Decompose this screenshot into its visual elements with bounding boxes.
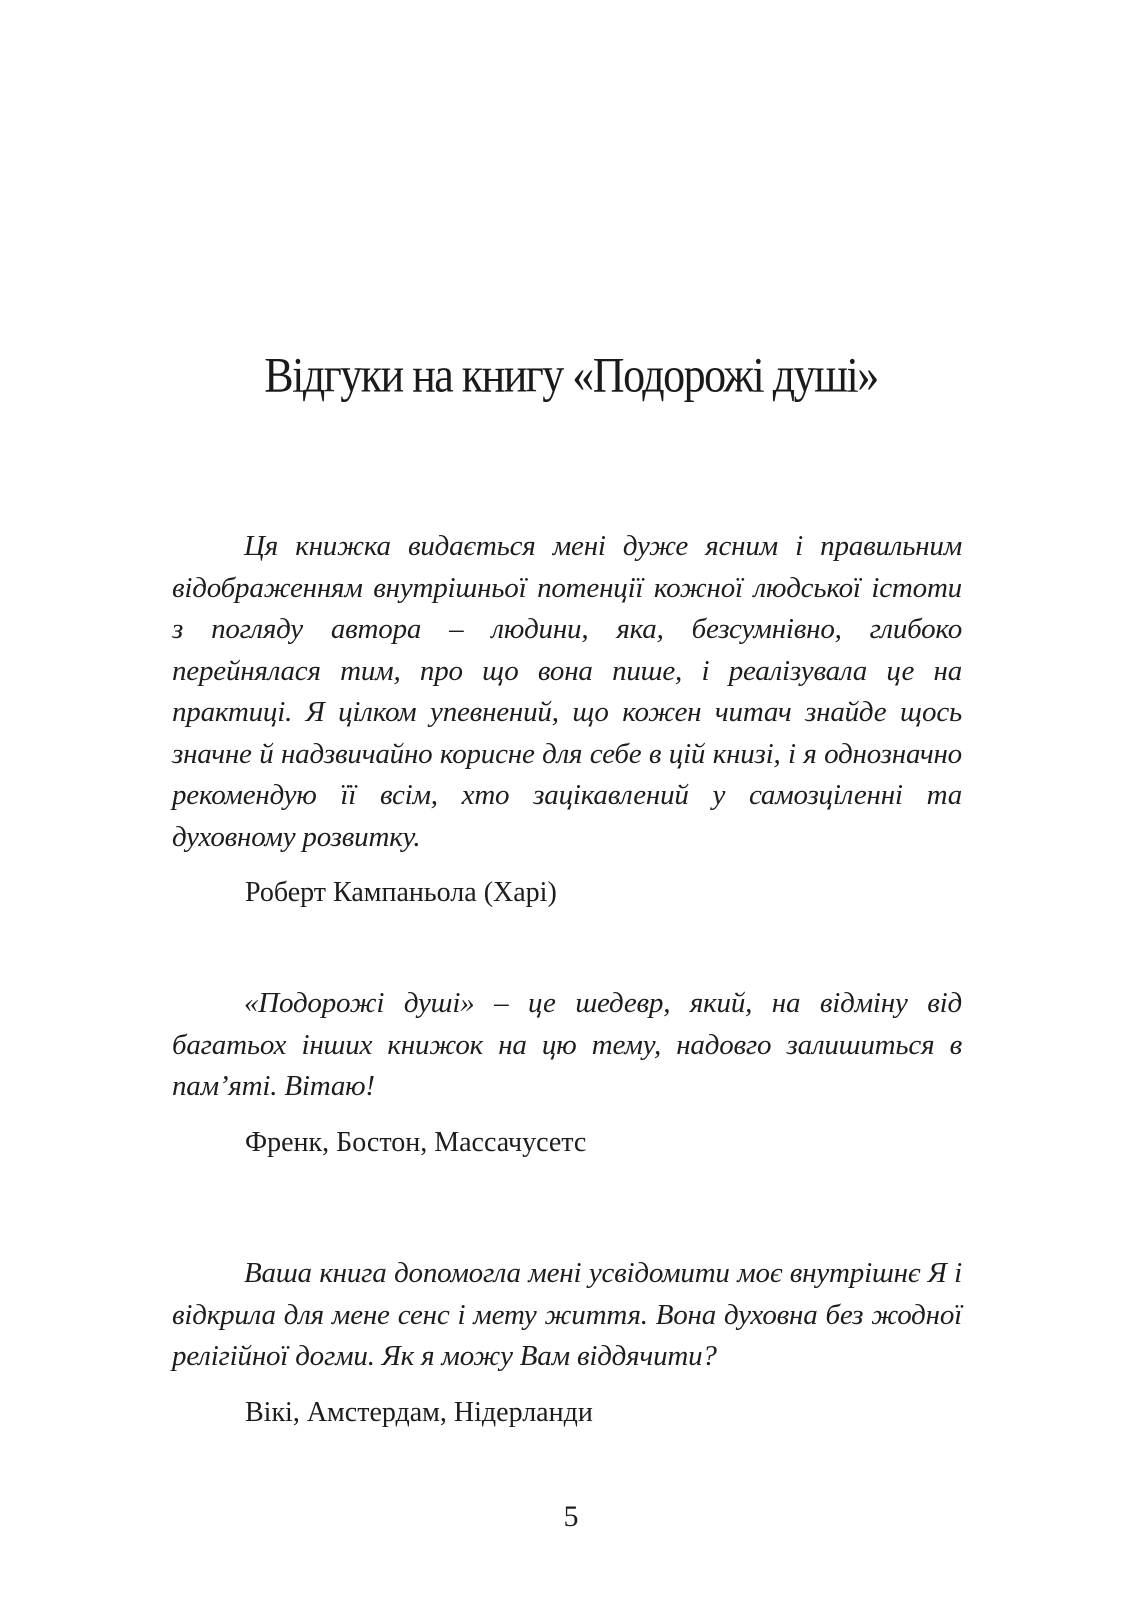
page-number: 5 — [563, 1500, 579, 1533]
review-author: Вікі, Амстердам, Нідерланди — [245, 1396, 593, 1428]
review-text: Ця книжка видається мені дуже ясним і правильним відображенням внутрішньої потенції кожної людської істоти з погляду автора – людини, яка, безсумнівно, глибоко перейнялася тим, про що вона пише, і реалізувала це на практиці. Я цілком упевнений, що кожен читач знайде щось значне й надзвичайно корисне для себе в цій книзі, і я однозначно рекомендую її всім, хто зацікавлений у самозціленні та духовному розвитку. — [172, 530, 962, 853]
review-author: Френк, Бостон, Массачусетс — [245, 1126, 587, 1158]
review-text: Ваша книга допомогла мені усвідомити моє внутрішнє Я і відкрила для мене сенс і мету життя. Вона духовна без жодної релігійної догми. Як я можу Вам віддячити? — [172, 1257, 962, 1372]
review-3 — [172, 1253, 962, 1433]
review-1 — [172, 526, 962, 913]
page-title: Відгуки на книгу «Подорожі душі» — [264, 348, 878, 403]
review-author: Роберт Кампаньола (Харі) — [245, 877, 557, 908]
review-text: «Подорожі душі» – це шедевр, який, на відміну від багатьох інших книжок на цю тему, надовго залишиться в пам’яті. Вітаю! — [172, 987, 962, 1102]
review-2 — [172, 983, 962, 1163]
